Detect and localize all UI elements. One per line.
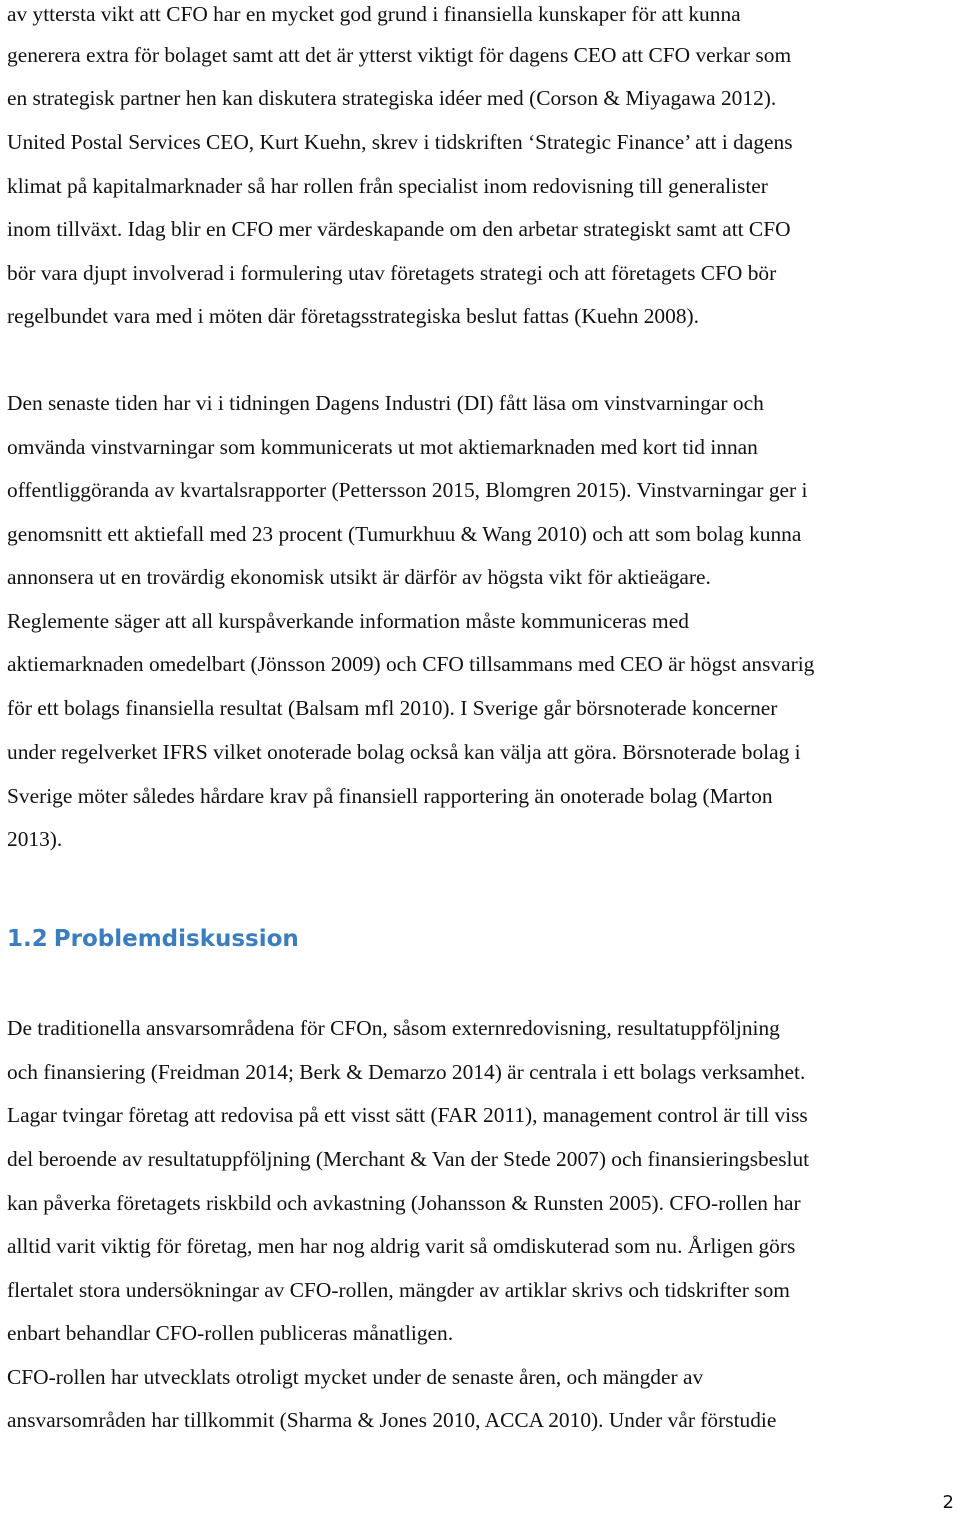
text-line: ansvarsområden har tillkommit (Sharma & Jones 2010, ACCA 2010). Under vår förstudie [7, 1408, 777, 1432]
text-line: De traditionella ansvarsområdena för CFOn, såsom externredovisning, resultatuppföljning [7, 1016, 780, 1040]
text-line: klimat på kapitalmarknader så har rollen från specialist inom redovisning till generalister [7, 174, 768, 198]
text-line: för ett bolags finansiella resultat (Balsam mfl 2010). I Sverige går börsnoterade koncerner [7, 696, 778, 720]
section-heading [7, 924, 299, 954]
text-line: kan påverka företagets riskbild och avkastning (Johansson & Runsten 2005). CFO-rollen har [7, 1191, 801, 1215]
text-line: Lagar tvingar företag att redovisa på ett visst sätt (FAR 2011), management control är till viss [7, 1103, 808, 1127]
text-line: offentliggöranda av kvartalsrapporter (Pettersson 2015, Blomgren 2015). Vinstvarningar ger i [7, 478, 808, 502]
text-line: under regelverket IFRS vilket onoterade bolag också kan välja att göra. Börsnoterade bolag i [7, 740, 801, 764]
text-line: genomsnitt ett aktiefall med 23 procent (Tumurkhuu & Wang 2010) och att som bolag kunna [7, 522, 802, 546]
text-line: bör vara djupt involverad i formulering utav företagets strategi och att företagets CFO bör [7, 261, 777, 285]
text-line: CFO-rollen har utvecklats otroligt mycket under de senaste åren, och mängder av [7, 1365, 704, 1389]
text-line: generera extra för bolaget samt att det är ytterst viktigt för dagens CEO att CFO verkar som [7, 43, 792, 67]
section-title: Problemdiskussion [53, 926, 299, 952]
text-line: flertalet stora undersökningar av CFO-rollen, mängder av artiklar skrivs och tidskrifter som [7, 1278, 790, 1302]
text-line: United Postal Services CEO, Kurt Kuehn, skrev i tidskriften ‘Strategic Finance’ att i dagens [7, 130, 793, 154]
text-line: alltid varit viktig för företag, men har nog aldrig varit så omdiskuterad som nu. Årligen görs [7, 1234, 796, 1258]
text-line: enbart behandlar CFO-rollen publiceras månatligen. [7, 1321, 454, 1345]
text-line: regelbundet vara med i möten där företagsstrategiska beslut fattas (Kuehn 2008). [7, 304, 699, 328]
text-line: och finansiering (Freidman 2014; Berk & Demarzo 2014) är centrala i ett bolags verksamhet. [7, 1060, 806, 1084]
text-line: Reglemente säger att all kurspåverkande information måste kommuniceras med [7, 609, 689, 633]
text-line: del beroende av resultatuppföljning (Merchant & Van der Stede 2007) och finansieringsbeslut [7, 1147, 810, 1171]
text-line: 2013). [7, 827, 63, 851]
page-number: 2 [942, 1492, 954, 1513]
text-line: Den senaste tiden har vi i tidningen Dagens Industri (DI) fått läsa om vinstvarningar och [7, 391, 764, 415]
text-line: aktiemarknaden omedelbart (Jönsson 2009) och CFO tillsammans med CEO är högst ansvarig [7, 652, 815, 676]
text-line: inom tillväxt. Idag blir en CFO mer värdeskapande om den arbetar strategiskt samt att CFO [7, 217, 791, 241]
text-line: annonsera ut en trovärdig ekonomisk utsikt är därför av högsta vikt för aktieägare. [7, 565, 711, 589]
text-line: Sverige möter således hårdare krav på finansiell rapportering än onoterade bolag (Marton [7, 784, 773, 808]
section-number: 1.2 [7, 926, 48, 952]
text-line: av yttersta vikt att CFO har en mycket god grund i finansiella kunskaper för att kunna [7, 2, 741, 26]
text-line: omvända vinstvarningar som kommunicerats ut mot aktiemarknaden med kort tid innan [7, 435, 758, 459]
text-line: en strategisk partner hen kan diskutera strategiska idéer med (Corson & Miyagawa 2012). [7, 86, 777, 110]
